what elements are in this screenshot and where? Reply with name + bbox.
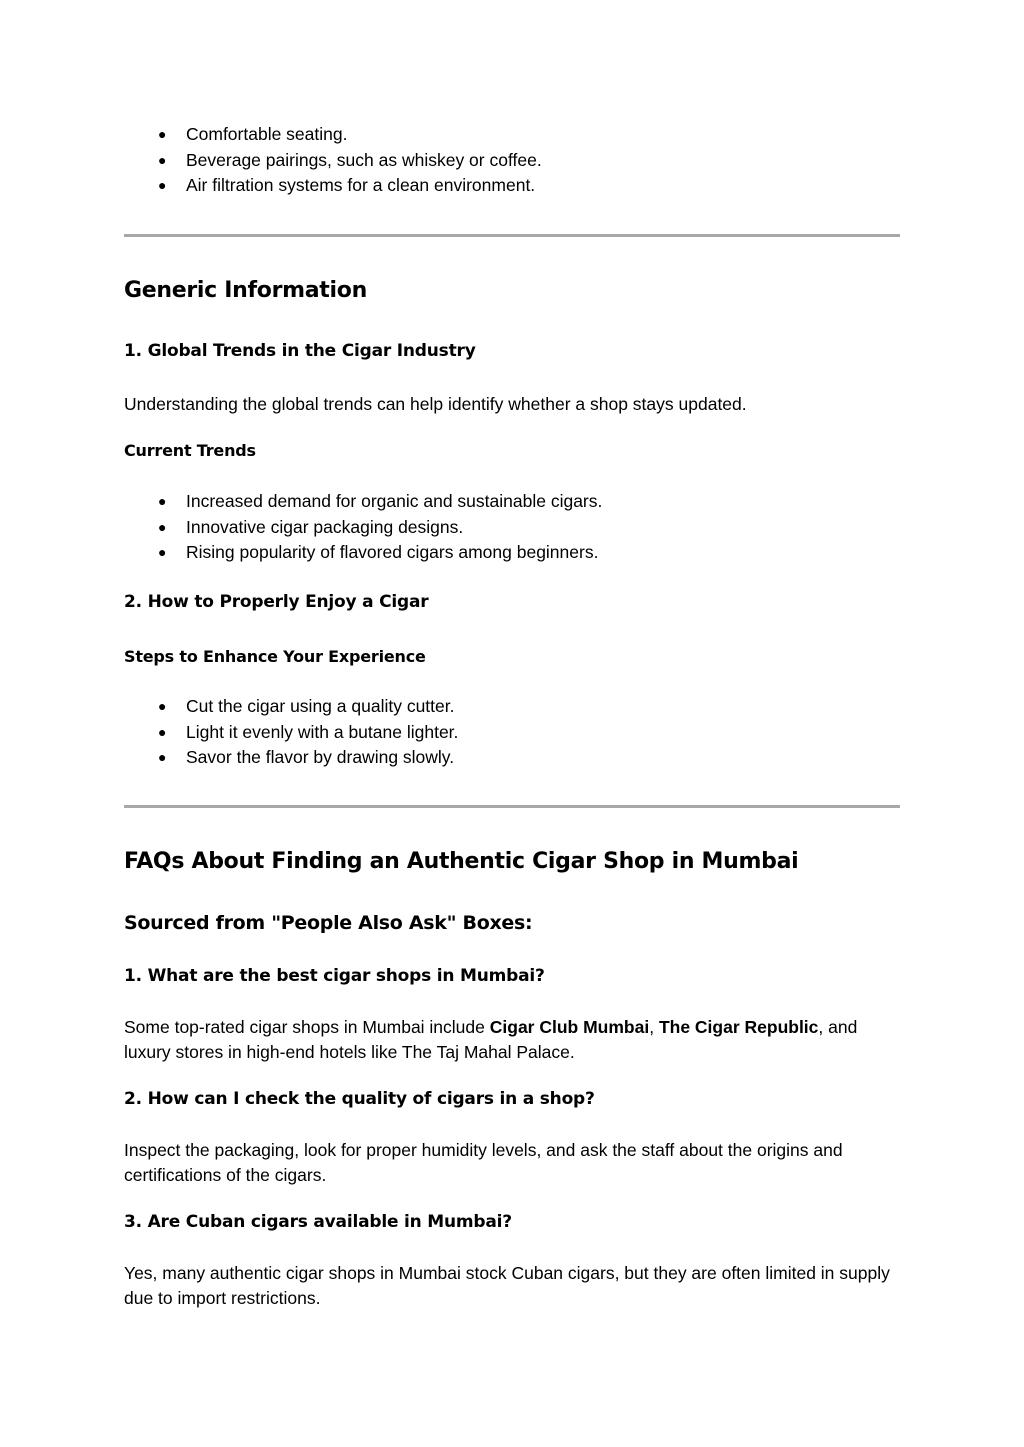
section-title-faqs: FAQs About Finding an Authentic Cigar Shop in Mumbai	[124, 849, 799, 874]
section-divider	[124, 234, 900, 237]
list-item: ● Innovative cigar packaging designs.	[124, 515, 900, 541]
list-item: ● Increased demand for organic and sustainable cigars.	[124, 489, 900, 515]
bullet-icon: ●	[158, 749, 167, 765]
faq-answer-1: Some top-rated cigar shops in Mumbai include Cigar Club Mumbai, The Cigar Republic, and luxury stores in high-end hotels like The Taj Mahal Palace.	[124, 1017, 858, 1062]
trends-list	[124, 489, 900, 566]
heading-enjoy-cigar: 2. How to Properly Enjoy a Cigar	[124, 592, 429, 612]
list-item: ● Air filtration systems for a clean environment.	[124, 173, 900, 199]
intro-list	[124, 122, 900, 199]
bullet-icon: ●	[158, 723, 167, 740]
section-divider	[124, 805, 900, 808]
faq-answer-2: Inspect the packaging, look for proper humidity levels, and ask the staff about the origins and certifications of the cigars.	[124, 1140, 843, 1185]
bullet-icon: ●	[158, 151, 167, 168]
faq-question-3: 3. Are Cuban cigars available in Mumbai?	[124, 1212, 512, 1232]
bullet-icon: ●	[158, 698, 167, 714]
subheading-current-trends: Current Trends	[124, 441, 256, 460]
section-title-generic: Generic Information	[124, 278, 367, 303]
shop-name: Cigar Club Mumbai	[489, 1017, 650, 1037]
shop-name: The Cigar Republic	[658, 1017, 819, 1037]
steps-list	[124, 694, 900, 771]
bullet-icon: ●	[158, 544, 167, 560]
list-item: ● Comfortable seating.	[124, 122, 900, 148]
bullet-icon: ●	[158, 518, 167, 535]
trends-paragraph: Understanding the global trends can help identify whether a shop stays updated.	[124, 394, 747, 414]
bullet-icon: ●	[158, 126, 167, 142]
list-item: ● Beverage pairings, such as whiskey or coffee.	[124, 148, 900, 174]
bullet-icon: ●	[158, 493, 167, 509]
list-item: ● Savor the flavor by drawing slowly.	[124, 745, 900, 771]
list-item: ● Light it evenly with a butane lighter.	[124, 720, 900, 746]
subheading-steps: Steps to Enhance Your Experience	[124, 647, 426, 666]
heading-people-also-ask: Sourced from "People Also Ask" Boxes:	[124, 912, 533, 934]
faq-answer-3: Yes, many authentic cigar shops in Mumbai stock Cuban cigars, but they are often limited in supply due to import restrictions.	[124, 1263, 890, 1308]
heading-global-trends: 1. Global Trends in the Cigar Industry	[124, 341, 476, 361]
list-item: ● Cut the cigar using a quality cutter.	[124, 694, 900, 720]
bullet-icon: ●	[158, 177, 167, 193]
faq-question-2: 2. How can I check the quality of cigars in a shop?	[124, 1089, 595, 1109]
list-item: ● Rising popularity of flavored cigars among beginners.	[124, 540, 900, 566]
faq-question-1: 1. What are the best cigar shops in Mumbai?	[124, 966, 545, 986]
